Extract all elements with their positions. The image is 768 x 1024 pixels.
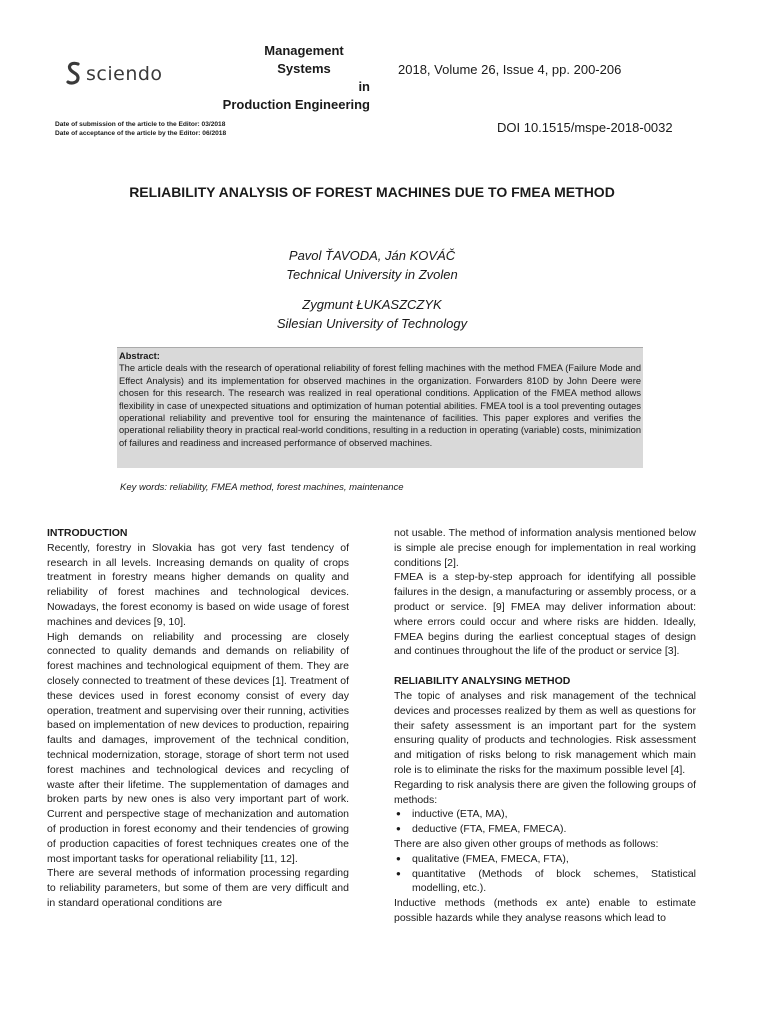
keywords-heading: Key words: [120,482,167,493]
paragraph: not usable. The method of information analysis mentioned below is simple ale precise enough for implementation in real working conditions [2]. [394,527,696,569]
journal-line-2: in [358,79,370,94]
keywords-text: reliability, FMEA method, forest machines, maintenance [169,482,404,493]
paper-title: RELIABILITY ANALYSIS OF FOREST MACHINES DUE TO FMEA METHOD [129,184,615,200]
author-names: Pavol ŤAVODA, Ján KOVÁČ [288,248,456,263]
sciendo-s-icon [66,61,82,87]
abstract-box [117,347,643,468]
paragraph: Inductive methods (methods ex ante) enable to estimate possible hazards while they analyse reasons which lead to [394,897,696,924]
right-column [394,526,696,926]
list-item: ● qualitative (FMEA, FMECA, FTA), [394,852,696,867]
abstract-heading: Abstract: [119,351,160,361]
submission-date: Date of submission of the article to the Editor: 03/2018 [55,121,226,128]
journal-line-1: Management Systems [264,43,344,76]
logo-text: sciendo [86,63,163,85]
method-list-2 [394,852,696,896]
paragraph: Recently, forestry in Slovakia has got very fast tendency of research in all levels. Increasing demands on quality of crops treatment in forestry means higher demands on quality and reliability of forest machines and technological devices. Nowadays, the forest economy is based on wide usage of forest machines and devices [9, 10]. [47,541,349,628]
doi: DOI 10.1515/mspe-2018-0032 [497,120,673,135]
journal-name [210,42,370,114]
author-group-1 [0,246,744,284]
sciendo-logo [66,60,176,88]
paragraph: Regarding to risk analysis there are given the following groups of methods: [394,778,696,806]
author-affiliation: Silesian University of Technology [276,316,468,331]
paragraph: The topic of analyses and risk management of the technical devices and processes realized by them as well as questions for their safety assessment is an important part for the system ensuring quality of products and technologies. Risk assessment and mitigation of risks belong to risk management which main role is to eliminate the risks for the maximum possible level [4]. [394,689,696,776]
paragraph: FMEA is a step-by-step approach for identifying all possible failures in the design, a manufacturing or assembly process, or a product or service. [9] FMEA may deliver information about: where errors could occur and where risks are hidden. Ideally, FMEA begins during the earliest conceptual stages of design and continues throughout the life of the product or service [3]. [394,571,696,658]
section-heading-reliability: RELIABILITY ANALYSING METHOD [394,675,571,688]
list-item: ● deductive (FTA, FMEA, FMECA). [394,822,696,837]
paragraph: There are several methods of information processing regarding to reliability parameters, but some of them are very difficult and in standard operational conditions are [47,867,349,909]
submission-dates [55,121,226,138]
acceptance-date: Date of acceptance of the article by the Editor: 06/2018 [55,129,227,137]
abstract-text: The article deals with the research of operational reliability of forest felling machines with the method FMEA (Failure Mode and Effect Analysis) and its implementation for observed machines in the organization. Forwarders 810D by John Deere were chosen for this research. The research was realized in real operational conditions. Application of the FMEA method allows flexibility in case of unexpected situations and optimization of human potential abilities. FMEA tool is a tool preventing outages operational reliability and preventive tool for ensuring the maintenance of facilities. This paper explores and verifies the operational reliability theory in practical real-world conditions, resulting in a reduction in operating (variable) costs, minimization of failures and readiness and increased performance of observed machines. [119,363,641,448]
paragraph: High demands on reliability and processing are closely connected to quality demands and demands on reliability of forest machines and technological equipment of them. They are closely connected to treatment of these devices [1]. Treatment of these devices used in forest economy consist of every day operation, treatment and supervising over their running, activities based on implementation of new devices to production, repairing faults and damages, improvement of the technical condition, technical modernization, storage, storage of short term not used forest machines and technological devices and recycling of waste after their lifetime. The supplementation of damages and broken parts by new ones is also very important part of work. Current and perspective stage of mechanization and automation of production in forest economy and their tendencies of growing of production capacities of forest techniques creates one of the most important tasks for operational reliability [11, 12]. [47,630,349,865]
keywords [120,482,404,493]
left-column [47,526,349,911]
method-list-1 [394,807,696,837]
author-group-2 [0,295,744,333]
journal-line-3: Production Engineering [222,97,370,112]
section-heading-introduction: INTRODUCTION [47,527,128,539]
author-names: Zygmunt ŁUKASZCZYK [302,297,442,312]
list-item: ● inductive (ETA, MA), [394,807,696,822]
author-affiliation: Technical University in Zvolen [286,267,458,282]
volume-info: 2018, Volume 26, Issue 4, pp. 200-206 [398,62,622,77]
list-item: ● quantitative (Methods of block schemes, Statistical modelling, etc.). [394,867,696,897]
paragraph: There are also given other groups of methods as follows: [394,837,659,850]
